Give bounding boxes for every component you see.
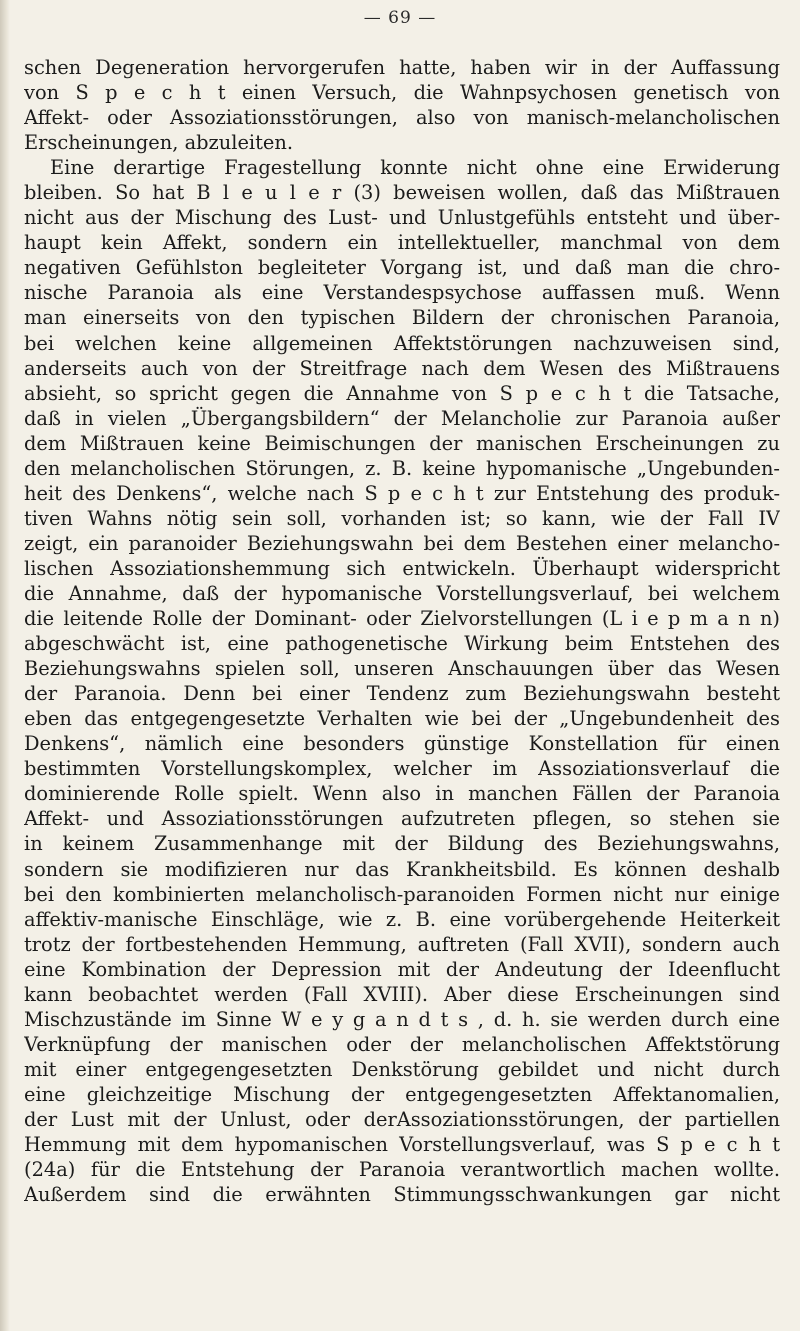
text-line: anderseits auch von der Streitfrage nach dem Wesen des Mißtrauens bbox=[24, 356, 780, 380]
text-line: daß in vielen „Übergangsbildern“ der Melancholie zur Paranoia außer bbox=[24, 406, 780, 430]
text-line: nische Paranoia als eine Verstandespsychose auffassen muß. Wenn bbox=[24, 281, 780, 305]
text-line: eine gleichzeitige Mischung der entgegengesetzten Affektanomalien, bbox=[24, 1082, 780, 1106]
text-line: der Paranoia. Denn bei einer Tendenz zum Beziehungswahn besteht bbox=[24, 682, 780, 706]
text-line: dominierende Rolle spielt. Wenn also in manchen Fällen der Paranoia bbox=[24, 782, 780, 806]
text-line: man einerseits von den typischen Bildern der chronischen Paranoia, bbox=[24, 306, 780, 330]
text-line: sondern sie modifizieren nur das Krankheitsbild. Es können deshalb bbox=[24, 857, 780, 881]
text-line: nicht aus der Mischung des Lust- und Unlustgefühls entsteht und über- bbox=[24, 206, 780, 230]
text-line: Affekt- und Assoziationsstörungen aufzutreten pflegen, so stehen sie bbox=[24, 807, 780, 831]
text-line: schen Degeneration hervorgerufen hatte, haben wir in der Auffassung bbox=[24, 56, 780, 79]
text-line: die Annahme, daß der hypomanische Vorstellungsverlauf, bei welchem bbox=[24, 581, 780, 605]
text-line: von S p e c h t einen Versuch, die Wahnpsychosen genetisch von bbox=[24, 81, 780, 105]
text-line: mit einer entgegengesetzten Denkstörung gebildet und nicht durch bbox=[24, 1057, 780, 1081]
text-line: bei den kombinierten melancholisch-paranoiden Formen nicht nur einige bbox=[24, 882, 780, 906]
text-line: Denkens“, nämlich eine besonders günstige Konstellation für einen bbox=[24, 732, 780, 756]
text-line: bleiben. So hat B l e u l e r (3) beweisen wollen, daß das Mißtrauen bbox=[24, 181, 780, 205]
text-line: absieht, so spricht gegen die Annahme von S p e c h t die Tatsache, bbox=[24, 381, 780, 405]
text-line: dem Mißtrauen keine Beimischungen der manischen Erscheinungen zu bbox=[24, 431, 780, 455]
text-line: Beziehungswahns spielen soll, unseren Anschauungen über das Wesen bbox=[24, 657, 780, 681]
text-line: zeigt, ein paranoider Beziehungswahn bei dem Bestehen einer melancho- bbox=[24, 531, 780, 555]
text-line: tiven Wahns nötig sein soll, vorhanden ist; so kann, wie der Fall IV bbox=[24, 506, 780, 530]
text-line: bestimmten Vorstellungskomplex, welcher im Assoziationsverlauf die bbox=[24, 757, 780, 781]
text-line: Außerdem sind die erwähnten Stimmungsschwankungen gar nicht bbox=[24, 1183, 780, 1207]
text-line: negativen Gefühlston begleiteter Vorgang ist, und daß man die chro- bbox=[24, 256, 780, 280]
text-line: Hemmung mit dem hypomanischen Vorstellungsverlauf, was S p e c h t bbox=[24, 1133, 780, 1157]
binding-edge bbox=[0, 0, 10, 1331]
text-line: trotz der fortbestehenden Hemmung, auftreten (Fall XVII), sondern auch bbox=[24, 932, 780, 956]
body-text bbox=[24, 55, 780, 1207]
text-line: affektiv-manische Einschläge, wie z. B. eine vorübergehende Heiterkeit bbox=[24, 907, 780, 931]
text-line: haupt kein Affekt, sondern ein intellektueller, manchmal von dem bbox=[24, 231, 780, 255]
text-line: heit des Denkens“, welche nach S p e c h t zur Entstehung des produk- bbox=[24, 481, 780, 505]
text-line: die leitende Rolle der Dominant- oder Zielvorstellungen (L i e p m a n n) bbox=[24, 607, 780, 631]
text-line: (24a) für die Entstehung der Paranoia verantwortlich machen wollte. bbox=[24, 1158, 780, 1182]
text-line: lischen Assoziationshemmung sich entwickeln. Überhaupt widerspricht bbox=[24, 556, 780, 580]
text-line: bei welchen keine allgemeinen Affektstörungen nachzuweisen sind, bbox=[24, 331, 780, 355]
text-line: Affekt- oder Assoziationsstörungen, also von manisch-melancholischen bbox=[24, 106, 780, 130]
text-line: Mischzustände im Sinne W e y g a n d t s , d. h. sie werden durch eine bbox=[24, 1007, 780, 1031]
text-line: Erscheinungen, abzuleiten. bbox=[24, 131, 294, 155]
text-line: eben das entgegengesetzte Verhalten wie bei der „Ungebundenheit des bbox=[24, 707, 780, 731]
text-line: den melancholischen Störungen, z. B. keine hypomanische „Ungebunden- bbox=[24, 456, 780, 480]
text-line: in keinem Zusammenhange mit der Bildung des Beziehungswahns, bbox=[24, 832, 780, 856]
text-line: Eine derartige Fragestellung konnte nicht ohne eine Erwiderung bbox=[50, 156, 780, 180]
text-line: kann beobachtet werden (Fall XVIII). Aber diese Erscheinungen sind bbox=[24, 982, 780, 1006]
text-line: Verknüpfung der manischen oder der melancholischen Affektstörung bbox=[24, 1032, 780, 1056]
text-line: eine Kombination der Depression mit der Andeutung der Ideenflucht bbox=[24, 957, 780, 981]
text-line: der Lust mit der Unlust, oder derAssoziationsstörungen, der partiellen bbox=[24, 1107, 780, 1131]
text-line: abgeschwächt ist, eine pathogenetische Wirkung beim Entstehen des bbox=[24, 632, 780, 656]
page-number: — 69 — bbox=[363, 8, 437, 28]
